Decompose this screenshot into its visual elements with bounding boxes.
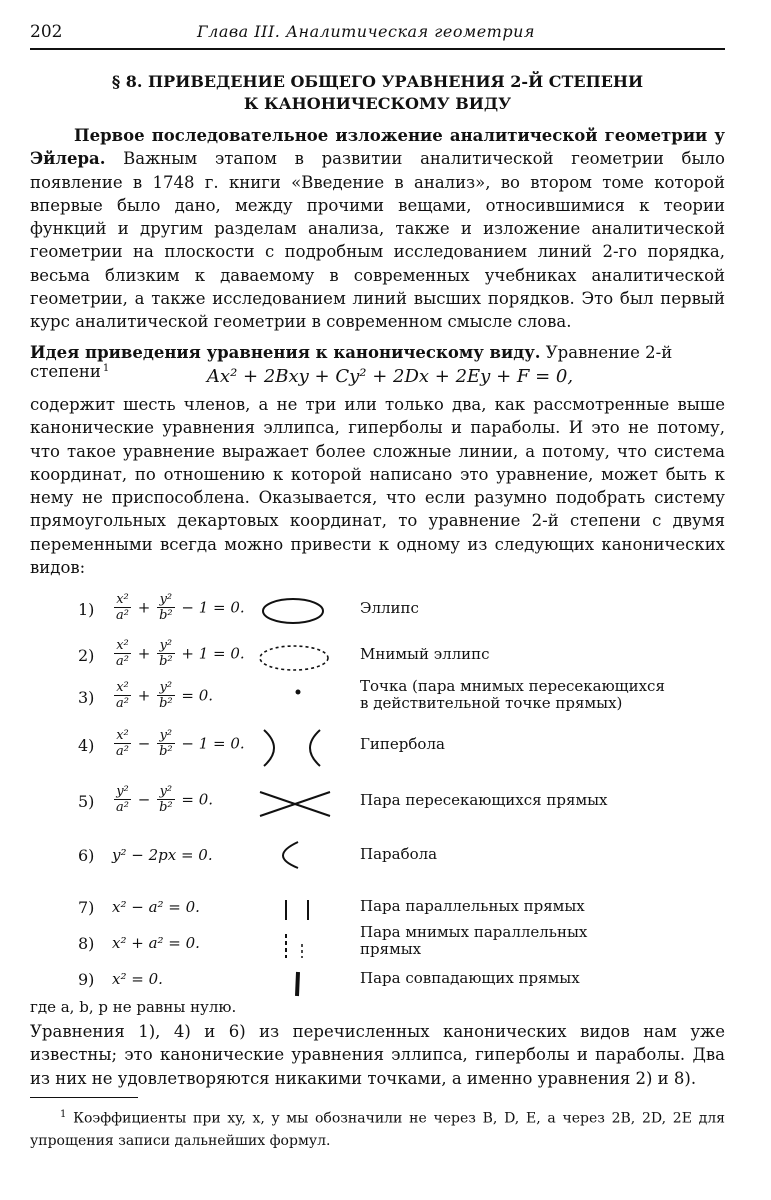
fraction [114, 784, 131, 815]
curve-name: Эллипс [360, 599, 419, 617]
footnote-rule [30, 1097, 138, 1098]
denominator: a² [116, 608, 129, 623]
fraction [114, 680, 131, 711]
fraction [157, 728, 175, 759]
paragraph-euler-lead: Первое последовательное изложение аналитической геометрии у Эйлера. [30, 126, 725, 169]
curve-name: Пара пересекающихся прямых [360, 791, 608, 809]
numerator: x² [114, 680, 131, 696]
curve-name-line1: Пара мнимых параллельных [360, 923, 588, 941]
denominator: b² [159, 654, 173, 669]
form-equation: x² − a² = 0. [112, 898, 200, 916]
fraction [157, 592, 175, 623]
form-equation [112, 638, 245, 669]
page-number: 202 [30, 22, 63, 42]
form-number: 7) [78, 898, 95, 917]
operator: + [132, 644, 156, 663]
fraction [157, 680, 175, 711]
curve-name-line1: Точка (пара мнимых пересекающихся [360, 677, 665, 695]
fraction [114, 592, 131, 623]
denominator: a² [116, 654, 129, 669]
fraction [157, 784, 175, 815]
form-number: 4) [78, 736, 95, 755]
canonical-form-row [78, 962, 728, 1002]
curve-name: Парабола [360, 845, 438, 863]
parameters-note: где a, b, p не равны нулю. [30, 998, 237, 1016]
header-rule [30, 48, 725, 50]
curve-name [360, 924, 587, 958]
numerator: y² [157, 592, 175, 608]
denominator: b² [159, 696, 173, 711]
form-equation [112, 592, 245, 623]
fraction [114, 638, 131, 669]
fraction [114, 728, 131, 759]
canonical-form-row [78, 728, 728, 768]
paragraph-known-equations: Уравнения 1), 4) и 6) из перечисленных канонических видов нам уже известны; это канонические уравнения эллипса, гиперболы и параболы. Два из них не удовлетворяются никакими точками, а именно уравнения 2) и 8). [30, 1022, 725, 1088]
canonical-form-row [78, 592, 728, 632]
canonical-form-row [78, 923, 728, 966]
curve-name-line2: прямых [360, 940, 422, 958]
equation-rest: = 0. [176, 790, 214, 809]
operator: − [132, 734, 156, 753]
idea-lead: Идея приведения уравнения к каноническому виду. [30, 343, 541, 362]
footnote-mark: 1 [60, 1109, 67, 1120]
canonical-form-row [78, 638, 728, 678]
form-number: 8) [78, 934, 95, 953]
form-number: 1) [78, 600, 95, 619]
numerator: y² [114, 784, 131, 800]
curve-name: Мнимый эллипс [360, 645, 490, 663]
footnote-ref: 1 [102, 362, 110, 374]
form-equation [112, 728, 245, 759]
equation-rest: + 1 = 0. [176, 644, 245, 663]
operator: + [132, 598, 156, 617]
numerator: y² [157, 680, 175, 696]
paragraph-euler [30, 124, 725, 334]
denominator: a² [116, 800, 129, 815]
parabola-icon [258, 838, 338, 878]
denominator: b² [159, 608, 173, 623]
idea-text: Уравнение 2-й степени [30, 343, 673, 381]
form-equation: x² = 0. [112, 970, 163, 988]
canonical-form-row [78, 677, 728, 720]
form-number: 6) [78, 846, 95, 865]
curve-name: Гипербола [360, 735, 445, 753]
form-number: 9) [78, 970, 95, 989]
footnote-text: Коэффициенты при xy, x, y мы обозначили не через B, D, E, а через 2B, 2D, 2E для упрощения записи дальнейших формул. [30, 1110, 725, 1149]
curve-name: Пара параллельных прямых [360, 897, 585, 915]
running-title: Глава III. Аналитическая геометрия [197, 22, 535, 41]
numerator: y² [157, 728, 175, 744]
form-equation: y² − 2px = 0. [112, 846, 213, 864]
curve-name-line2: в действительной точке прямых) [360, 694, 623, 712]
denominator: a² [116, 744, 129, 759]
page-header [30, 22, 725, 48]
operator: + [132, 686, 156, 705]
numerator: y² [157, 638, 175, 654]
form-equation: x² + a² = 0. [112, 934, 200, 952]
section-title-line1: § 8. ПРИВЕДЕНИЕ ОБЩЕГО УРАВНЕНИЯ 2-Й СТЕПЕНИ [111, 72, 644, 91]
operator: − [132, 790, 156, 809]
form-equation [112, 680, 213, 711]
footnote [30, 1104, 725, 1152]
canonical-form-row [78, 784, 728, 824]
numerator: x² [114, 638, 131, 654]
equation-rest: = 0. [176, 686, 214, 705]
hyperbola-icon [258, 728, 338, 768]
numerator: y² [157, 784, 175, 800]
curve-name: Пара совпадающих прямых [360, 969, 580, 987]
section-title-line2: К КАНОНИЧЕСКОМУ ВИДУ [243, 94, 512, 113]
denominator: a² [116, 696, 129, 711]
equation-rest: − 1 = 0. [176, 734, 245, 753]
parallel-lines-icon [258, 890, 338, 930]
fraction [157, 638, 175, 669]
equation-rest: − 1 = 0. [176, 598, 245, 617]
dashed-parallel-lines-icon [258, 926, 338, 966]
paragraph-euler-text: Важным этапом в развитии аналитической геометрии было появление в 1748 г. книги «Введение в анализ», во втором томе которой впервые было дано, между прочими вещами, относившимися к теории функций и другим разделам анализа, также и изложение аналитической геометрии на плоскости с подробным исследованием линий 2-го порядка, весьма близким к даваемому в современных учебниках аналитической геометрии, а также исследованием линий высших порядков. Это был первый курс аналитической геометрии в современном смысле слова. [30, 149, 725, 332]
form-number: 3) [78, 688, 95, 707]
ellipse-icon [258, 592, 338, 632]
curve-name [360, 678, 665, 712]
numerator: x² [114, 592, 131, 608]
point-icon [258, 680, 338, 720]
numerator: x² [114, 728, 131, 744]
form-number: 2) [78, 646, 95, 665]
form-number: 5) [78, 792, 95, 811]
dashed-ellipse-icon [258, 638, 338, 678]
form-equation [112, 784, 213, 815]
canonical-form-row [78, 838, 728, 878]
general-equation: Ax² + 2Bxy + Cy² + 2Dx + 2Ey + F = 0, [206, 366, 574, 387]
crossing-lines-icon [258, 784, 338, 824]
coinciding-lines-icon [258, 962, 338, 1002]
denominator: b² [159, 800, 173, 815]
paragraph-explanation: содержит шесть членов, а не три или только два, как рассмотренные выше канонические уравнения эллипса, гиперболы и параболы. И это не потому, что такое уравнение выражает более сложные линии, а потому, что система координат, по отношению к которой написано это уравнение, может быть к нему не приспособлена. Оказывается, что если разумно подобрать систему прямоугольных декартовых координат, то уравнение 2-й степени с двумя переменными всегда можно привести к одному из следующих канонических видов: [30, 395, 725, 578]
denominator: b² [159, 744, 173, 759]
